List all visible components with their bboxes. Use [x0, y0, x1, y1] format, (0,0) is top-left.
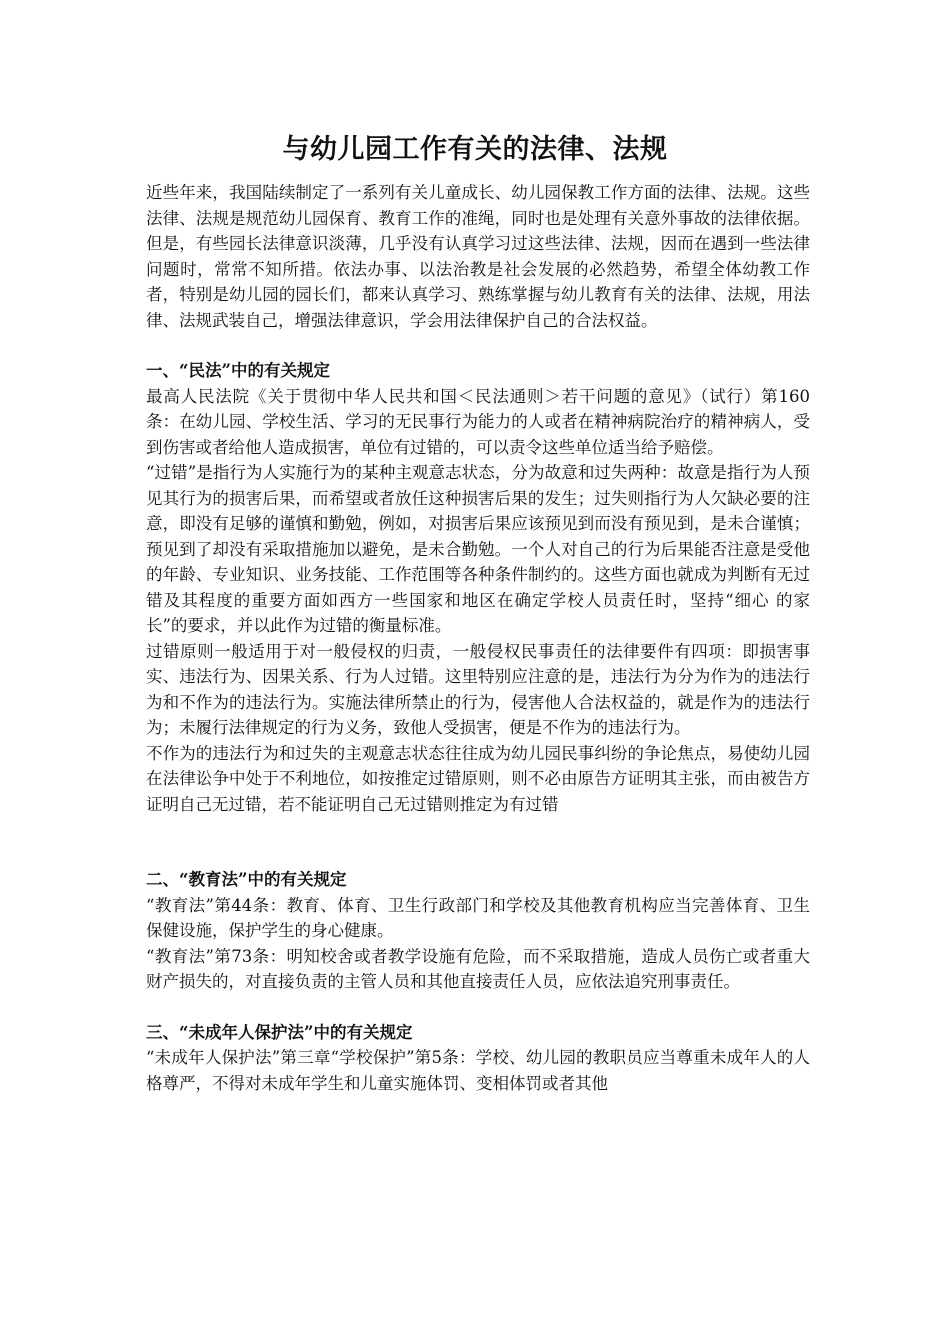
civil-law-paragraph: 最高人民法院《关于贯彻中华人民共和国＜民法通则＞若干问题的意见》（试行）第160条：在幼儿园、学校生活、学习的无民事行为能力的人或者在精神病院治疗的精神病人，受到伤害或者给他人造成损害，单位有过错的，可以责令这些单位适当给予赔偿。 — [146, 386, 810, 457]
education-law-paragraph: “教育法”第73条：明知校舍或者教学设施有危险，而不采取措施，造成人员伤亡或者重大财产损失的，对直接负责的主管人员和其他直接责任人员，应依法追究刑事责任。 — [146, 946, 810, 991]
document-title: 与幼儿园工作有关的法律、法规 — [282, 134, 668, 165]
section-heading-minor-protection-law: 三、“未成年人保护法”中的有关规定 — [146, 1022, 413, 1042]
minor-protection-law-paragraph: “未成年人保护法”第三章“学校保护”第5条：学校、幼儿园的教职员应当尊重未成年人的人格尊严，不得对未成年学生和儿童实施体罚、变相体罚或者其他 — [146, 1048, 810, 1093]
section-spacer — [146, 333, 810, 358]
civil-law-paragraph: “过错”是指行为人实施行为的某种主观意志状态，分为故意和过失两种：故意是指行为人预见其行为的损害后果，而希望或者放任这种损害后果的发生；过失则指行为人欠缺必要的注意，即没有足够的谨慎和勤勉，例如，对损害后果应该预见到而没有预见到，是未合谨慎；预见到了却没有采取措施加以避免，是未合勤勉。一个人对自己的行为后果能否注意是受他的年龄、专业知识、业务技能、工作范围等各种条件制约的。这些方面也就成为判断有无过错及其程度的重要方面如西方一些国家和地区在确定学校人员责任时，坚持“细心 的家长”的要求，并以此作为过错的衡量标准。 — [146, 463, 810, 635]
civil-law-paragraph: 不作为的违法行为和过失的主观意志状态往往成为幼儿园民事纠纷的争论焦点，易使幼儿园在法律讼争中处于不利地位，如按推定过错原则，则不必由原告方证明其主张，而由被告方证明自己无过错，若不能证明自己无过错则推定为有过错 — [146, 743, 810, 814]
civil-law-paragraph: 过错原则一般适用于对一般侵权的归责，一般侵权民事责任的法律要件有四项：即损害事实、违法行为、因果关系、行为人过错。这里特别应注意的是，违法行为分为作为的违法行为和不作为的违法行为。实施法律所禁止的行为，侵害他人合法权益的，就是作为的违法行为；未履行法律规定的行为义务，致他人受损害，便是不作为的违法行为。 — [146, 641, 810, 737]
education-law-paragraph: “教育法”第44条：教育、体育、卫生行政部门和学校及其他教育机构应当完善体育、卫生保健设施，保护学生的身心健康。 — [146, 895, 810, 940]
section-heading-civil-law: 一、“民法”中的有关规定 — [146, 361, 330, 380]
document-body — [146, 180, 810, 1096]
section-spacer — [146, 995, 810, 1020]
intro-paragraph: 近些年来，我国陆续制定了一系列有关儿童成长、幼儿园保教工作方面的法律、法规。这些法律、法规是规范幼儿园保育、教育工作的准绳，同时也是处理有关意外事故的法律依据。但是，有些园长法律意识淡薄，几乎没有认真学习过这些法律、法规，因而在遇到一些法律问题时，常常不知所措。依法办事、以法治教是社会发展的必然趋势，希望全体幼教工作者，特别是幼儿园的园长们，都来认真学习、熟练掌握与幼儿教育有关的法律、法规，用法律、法规武装自己，增强法律意识，学会用法律保护自己的合法权益。 — [146, 183, 810, 330]
section-heading-education-law: 二、“教育法”中的有关规定 — [146, 870, 347, 889]
section-spacer — [146, 817, 810, 867]
